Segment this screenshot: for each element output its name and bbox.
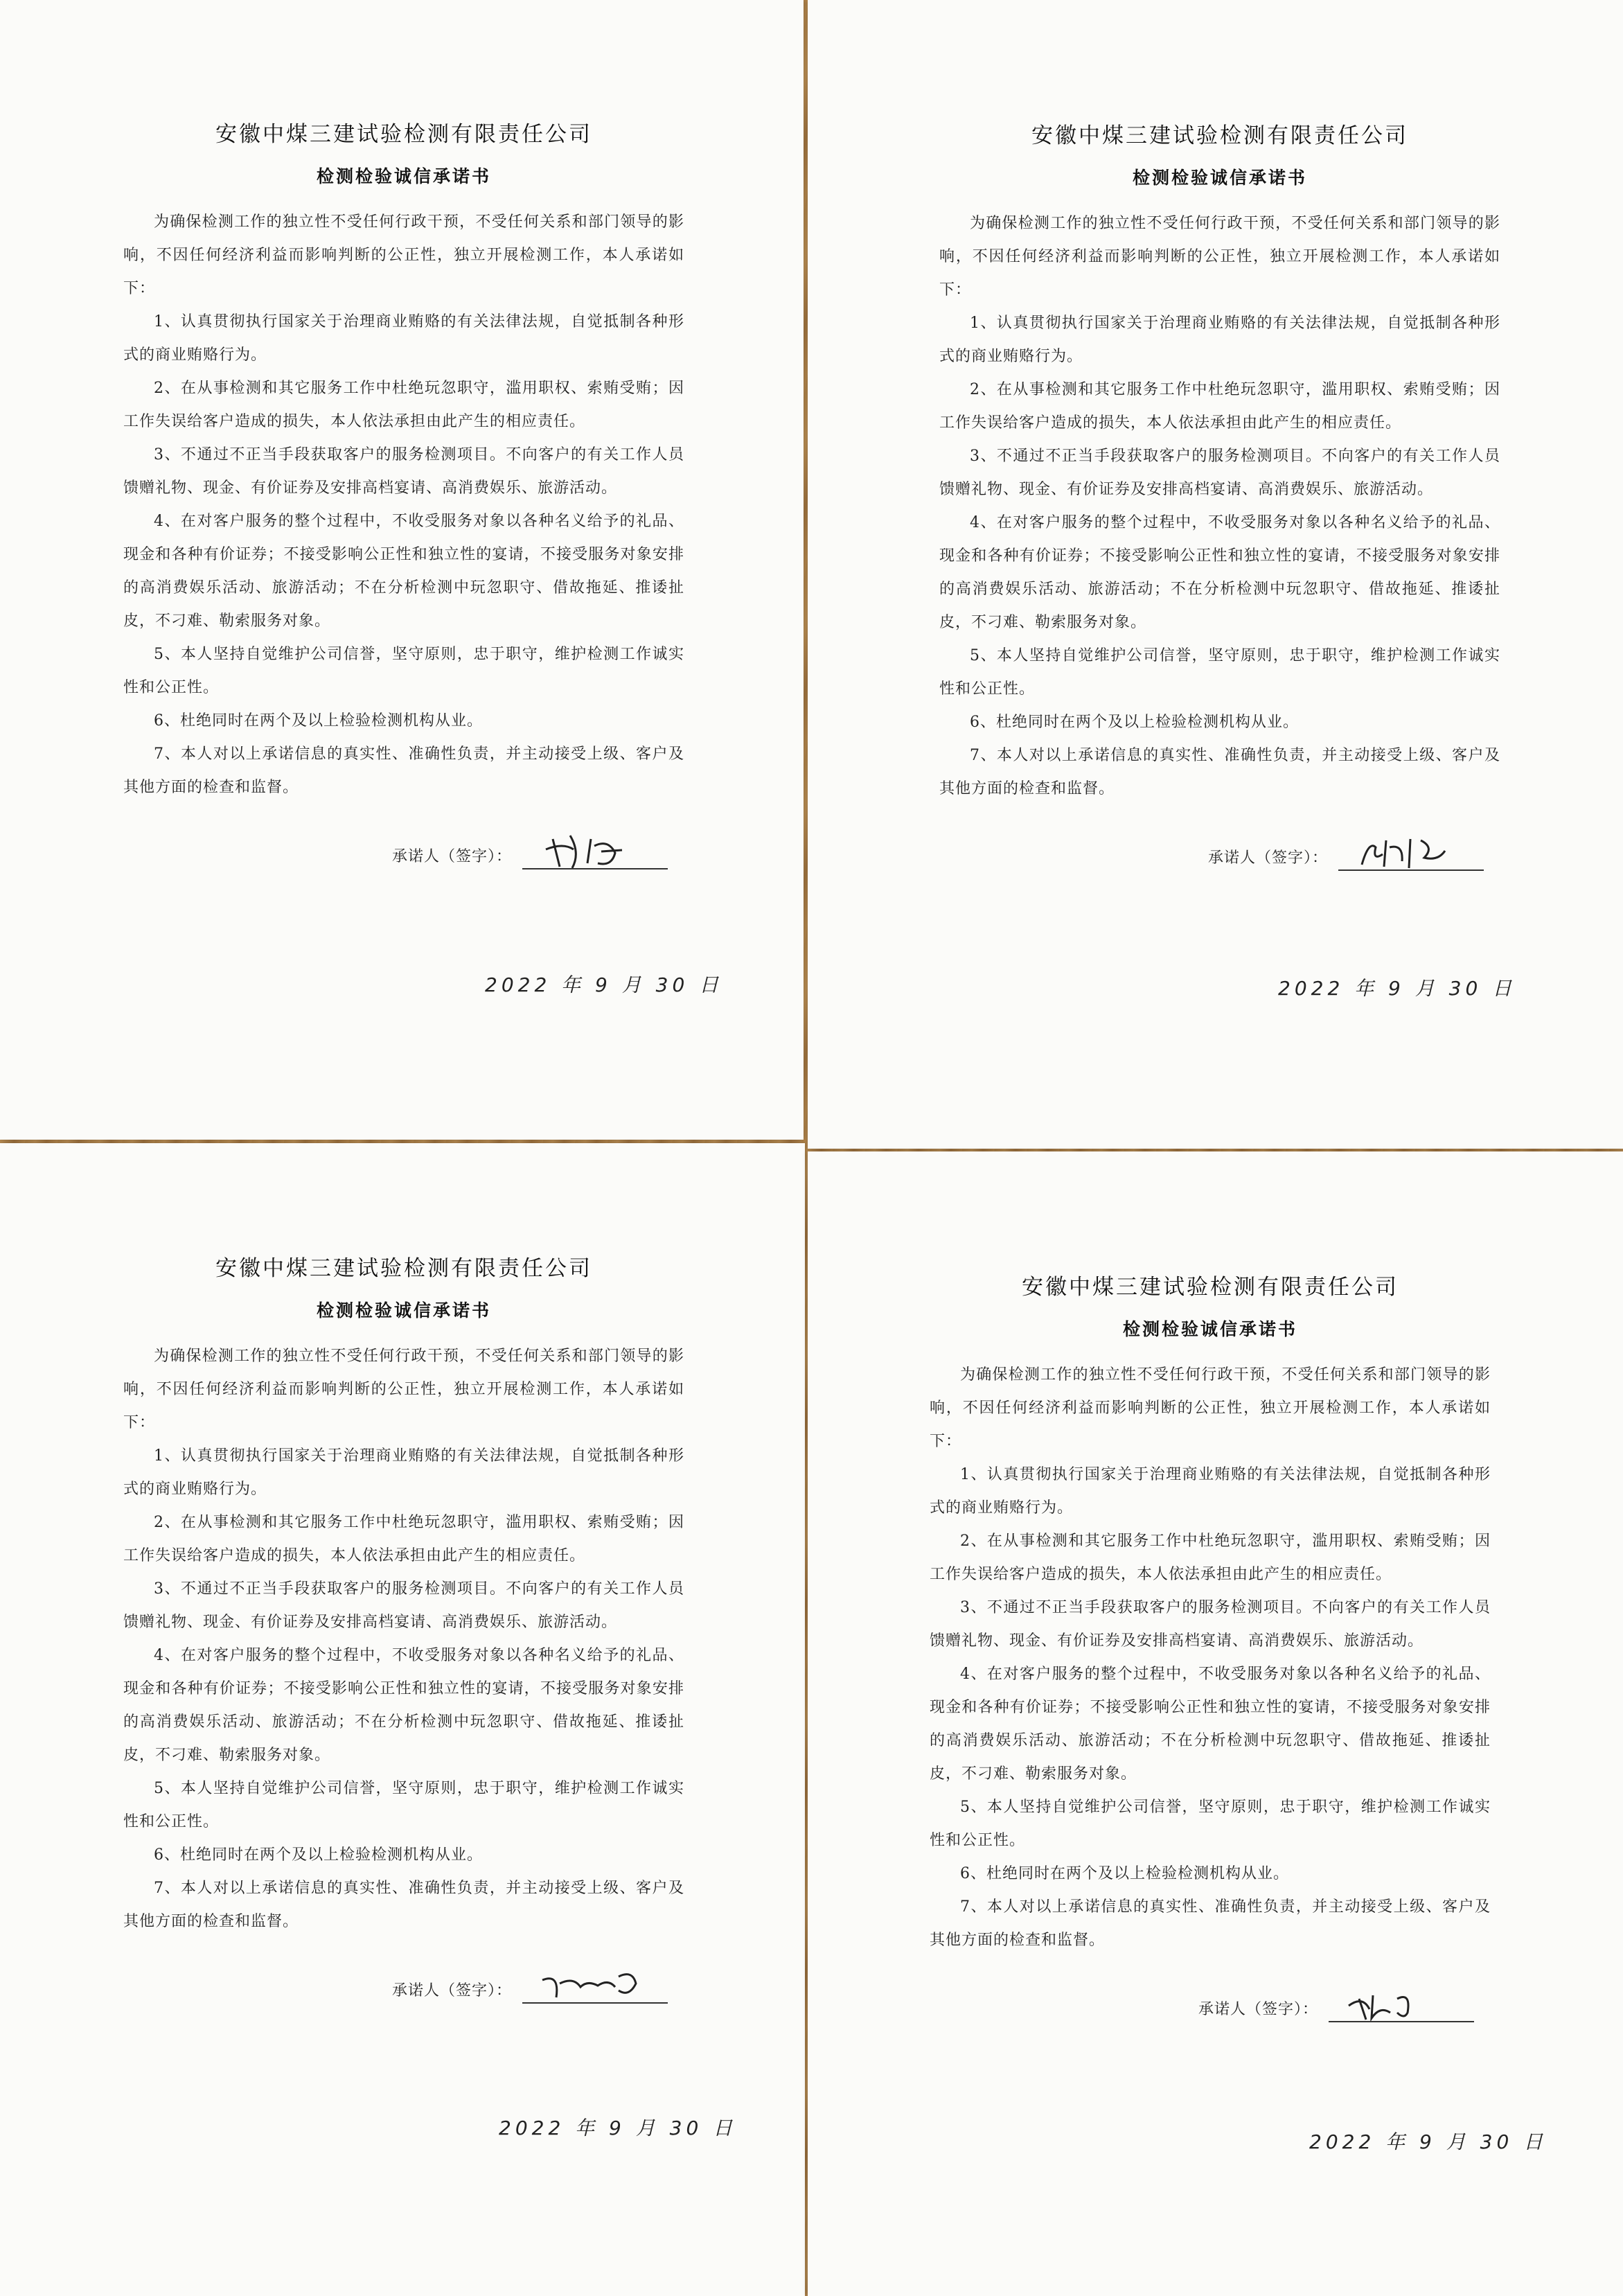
commitment-item: 4、在对客户服务的整个过程中，不收受服务对象以各种名义给予的礼品、现金和各种有价证券；不接受影响公正性和独立性的宴请，不接受服务对象安排的高消费娱乐活动、旅游活动；不在分析检测中玩忽职守、借故拖延、推诿扯皮，不刁难、勒索服务对象。	[930, 1666, 1491, 1783]
letter-body	[123, 116, 684, 888]
commitment-item: 2、在从事检测和其它服务工作中杜绝玩忽职守，滥用职权、索贿受贿；因工作失误给客户造成的损失，本人依法承担由此产生的相应责任。	[939, 381, 1500, 432]
signing-date: 2022 年 9 月 30 日	[485, 973, 723, 996]
signature-label: 承诺人（签字）：	[392, 1982, 513, 1999]
intro-paragraph: 为确保检测工作的独立性不受任何行政干预，不受任何关系和部门领导的影响，不因任何经济利益而影响判断的公正性，独立开展检测工作，本人承诺如下：	[123, 1348, 684, 1431]
commitment-item: 1、认真贯彻执行国家关于治理商业贿赂的有关法律法规，自觉抵制各种形式的商业贿赂行为。	[939, 315, 1500, 365]
commitment-item: 4、在对客户服务的整个过程中，不收受服务对象以各种名义给予的礼品、现金和各种有价证券；不接受影响公正性和独立性的宴请，不接受服务对象安排的高消费娱乐活动、旅游活动；不在分析检测中玩忽职守、借故拖延、推诿扯皮，不刁难、勒索服务对象。	[939, 514, 1500, 631]
commitment-letter-page	[808, 1151, 1623, 2296]
signing-date: 2022 年 9 月 30 日	[499, 2117, 737, 2139]
commitment-item: 5、本人坚持自觉维护公司信誉，坚守原则，忠于职守，维护检测工作诚实性和公正性。	[123, 646, 684, 696]
signature-label: 承诺人（签字）：	[1208, 849, 1329, 867]
commitment-item: 6、杜绝同时在两个及以上检验检测机构从业。	[154, 1846, 483, 1864]
commitment-item: 5、本人坚持自觉维护公司信誉，坚守原则，忠于职守，维护检测工作诚实性和公正性。	[123, 1780, 684, 1830]
letter-body	[939, 118, 1500, 889]
commitment-item: 2、在从事检测和其它服务工作中杜绝玩忽职守，滥用职权、索贿受贿；因工作失误给客户造成的损失，本人依法承担由此产生的相应责任。	[123, 380, 684, 430]
commitment-item: 1、认真贯彻执行国家关于治理商业贿赂的有关法律法规，自觉抵制各种形式的商业贿赂行为。	[930, 1466, 1491, 1517]
intro-paragraph: 为确保检测工作的独立性不受任何行政干预，不受任何关系和部门领导的影响，不因任何经济利益而影响判断的公正性，独立开展检测工作，本人承诺如下：	[930, 1366, 1491, 1450]
signature-label: 承诺人（签字）：	[392, 848, 513, 865]
handwritten-signature	[1348, 827, 1480, 882]
signature-row	[939, 827, 1500, 889]
signature-underline	[1329, 2021, 1474, 2022]
company-name: 安徽中煤三建试验检测有限责任公司	[215, 122, 592, 147]
document-title: 检测检验诚信承诺书	[1122, 1319, 1297, 1339]
company-name: 安徽中煤三建试验检测有限责任公司	[215, 1256, 592, 1281]
commitment-item: 3、不通过不正当手段获取客户的服务检测项目。不向客户的有关工作人员馈赠礼物、现金、有价证券及安排高档宴请、高消费娱乐、旅游活动。	[123, 446, 684, 497]
signature-underline	[522, 2002, 668, 2004]
signing-date: 2022 年 9 月 30 日	[1309, 2130, 1547, 2153]
company-name: 安徽中煤三建试验检测有限责任公司	[1031, 123, 1408, 148]
signing-date: 2022 年 9 月 30 日	[1278, 977, 1516, 1000]
document-title: 检测检验诚信承诺书	[316, 166, 491, 186]
commitment-item: 7、本人对以上承诺信息的真实性、准确性负责，并主动接受上级、客户及其他方面的检查和监督。	[939, 747, 1500, 797]
commitment-item: 1、认真贯彻执行国家关于治理商业贿赂的有关法律法规，自觉抵制各种形式的商业贿赂行为。	[123, 313, 684, 364]
signature-row	[930, 1978, 1491, 2040]
document-title: 检测检验诚信承诺书	[316, 1300, 491, 1321]
commitment-item: 4、在对客户服务的整个过程中，不收受服务对象以各种名义给予的礼品、现金和各种有价证券；不接受影响公正性和独立性的宴请，不接受服务对象安排的高消费娱乐活动、旅游活动；不在分析检测中玩忽职守、借故拖延、推诿扯皮，不刁难、勒索服务对象。	[123, 1647, 684, 1764]
commitment-item: 5、本人坚持自觉维护公司信誉，坚守原则，忠于职守，维护检测工作诚实性和公正性。	[930, 1799, 1491, 1849]
signature-label: 承诺人（签字）：	[1198, 2001, 1319, 2018]
commitment-item: 7、本人对以上承诺信息的真实性、准确性负责，并主动接受上级、客户及其他方面的检查和监督。	[930, 1898, 1491, 1949]
commitment-item: 3、不通过不正当手段获取客户的服务检测项目。不向客户的有关工作人员馈赠礼物、现金、有价证券及安排高档宴请、高消费娱乐、旅游活动。	[930, 1599, 1491, 1650]
letter-body	[123, 1251, 684, 2022]
commitment-item: 2、在从事检测和其它服务工作中杜绝玩忽职守，滥用职权、索贿受贿；因工作失误给客户造成的损失，本人依法承担由此产生的相应责任。	[123, 1514, 684, 1564]
signature-row	[123, 825, 684, 888]
commitment-letter-page	[0, 0, 804, 1140]
commitment-item: 2、在从事检测和其它服务工作中杜绝玩忽职守，滥用职权、索贿受贿；因工作失误给客户造成的损失，本人依法承担由此产生的相应责任。	[930, 1533, 1491, 1583]
commitment-item: 1、认真贯彻执行国家关于治理商业贿赂的有关法律法规，自觉抵制各种形式的商业贿赂行为。	[123, 1447, 684, 1498]
commitment-item: 5、本人坚持自觉维护公司信誉，坚守原则，忠于职守，维护检测工作诚实性和公正性。	[939, 647, 1500, 698]
document-title: 检测检验诚信承诺书	[1132, 168, 1307, 188]
intro-paragraph: 为确保检测工作的独立性不受任何行政干预，不受任何关系和部门领导的影响，不因任何经济利益而影响判断的公正性，独立开展检测工作，本人承诺如下：	[939, 215, 1500, 299]
commitment-item: 6、杜绝同时在两个及以上检验检测机构从业。	[154, 712, 483, 730]
handwritten-signature	[1338, 1978, 1470, 2033]
handwritten-signature	[532, 825, 664, 881]
commitment-item: 4、在对客户服务的整个过程中，不收受服务对象以各种名义给予的礼品、现金和各种有价证券；不接受影响公正性和独立性的宴请，不接受服务对象安排的高消费娱乐活动、旅游活动；不在分析检测中玩忽职守、借故拖延、推诿扯皮，不刁难、勒索服务对象。	[123, 513, 684, 630]
commitment-item: 7、本人对以上承诺信息的真实性、准确性负责，并主动接受上级、客户及其他方面的检查和监督。	[123, 1880, 684, 1930]
commitment-item: 3、不通过不正当手段获取客户的服务检测项目。不向客户的有关工作人员馈赠礼物、现金、有价证券及安排高档宴请、高消费娱乐、旅游活动。	[939, 448, 1500, 498]
commitment-item: 6、杜绝同时在两个及以上检验检测机构从业。	[960, 1865, 1289, 1882]
commitment-item: 6、杜绝同时在两个及以上检验检测机构从业。	[970, 714, 1299, 731]
intro-paragraph: 为确保检测工作的独立性不受任何行政干预，不受任何关系和部门领导的影响，不因任何经济利益而影响判断的公正性，独立开展检测工作，本人承诺如下：	[123, 213, 684, 297]
signature-row	[123, 1959, 684, 2022]
company-name: 安徽中煤三建试验检测有限责任公司	[1022, 1275, 1399, 1300]
signature-underline	[1338, 869, 1484, 871]
commitment-item: 7、本人对以上承诺信息的真实性、准确性负责，并主动接受上级、客户及其他方面的检查和监督。	[123, 745, 684, 796]
commitment-item: 3、不通过不正当手段获取客户的服务检测项目。不向客户的有关工作人员馈赠礼物、现金、有价证券及安排高档宴请、高消费娱乐、旅游活动。	[123, 1580, 684, 1631]
handwritten-signature	[532, 1959, 664, 2015]
letter-body	[930, 1269, 1491, 2040]
signature-underline	[522, 868, 668, 869]
